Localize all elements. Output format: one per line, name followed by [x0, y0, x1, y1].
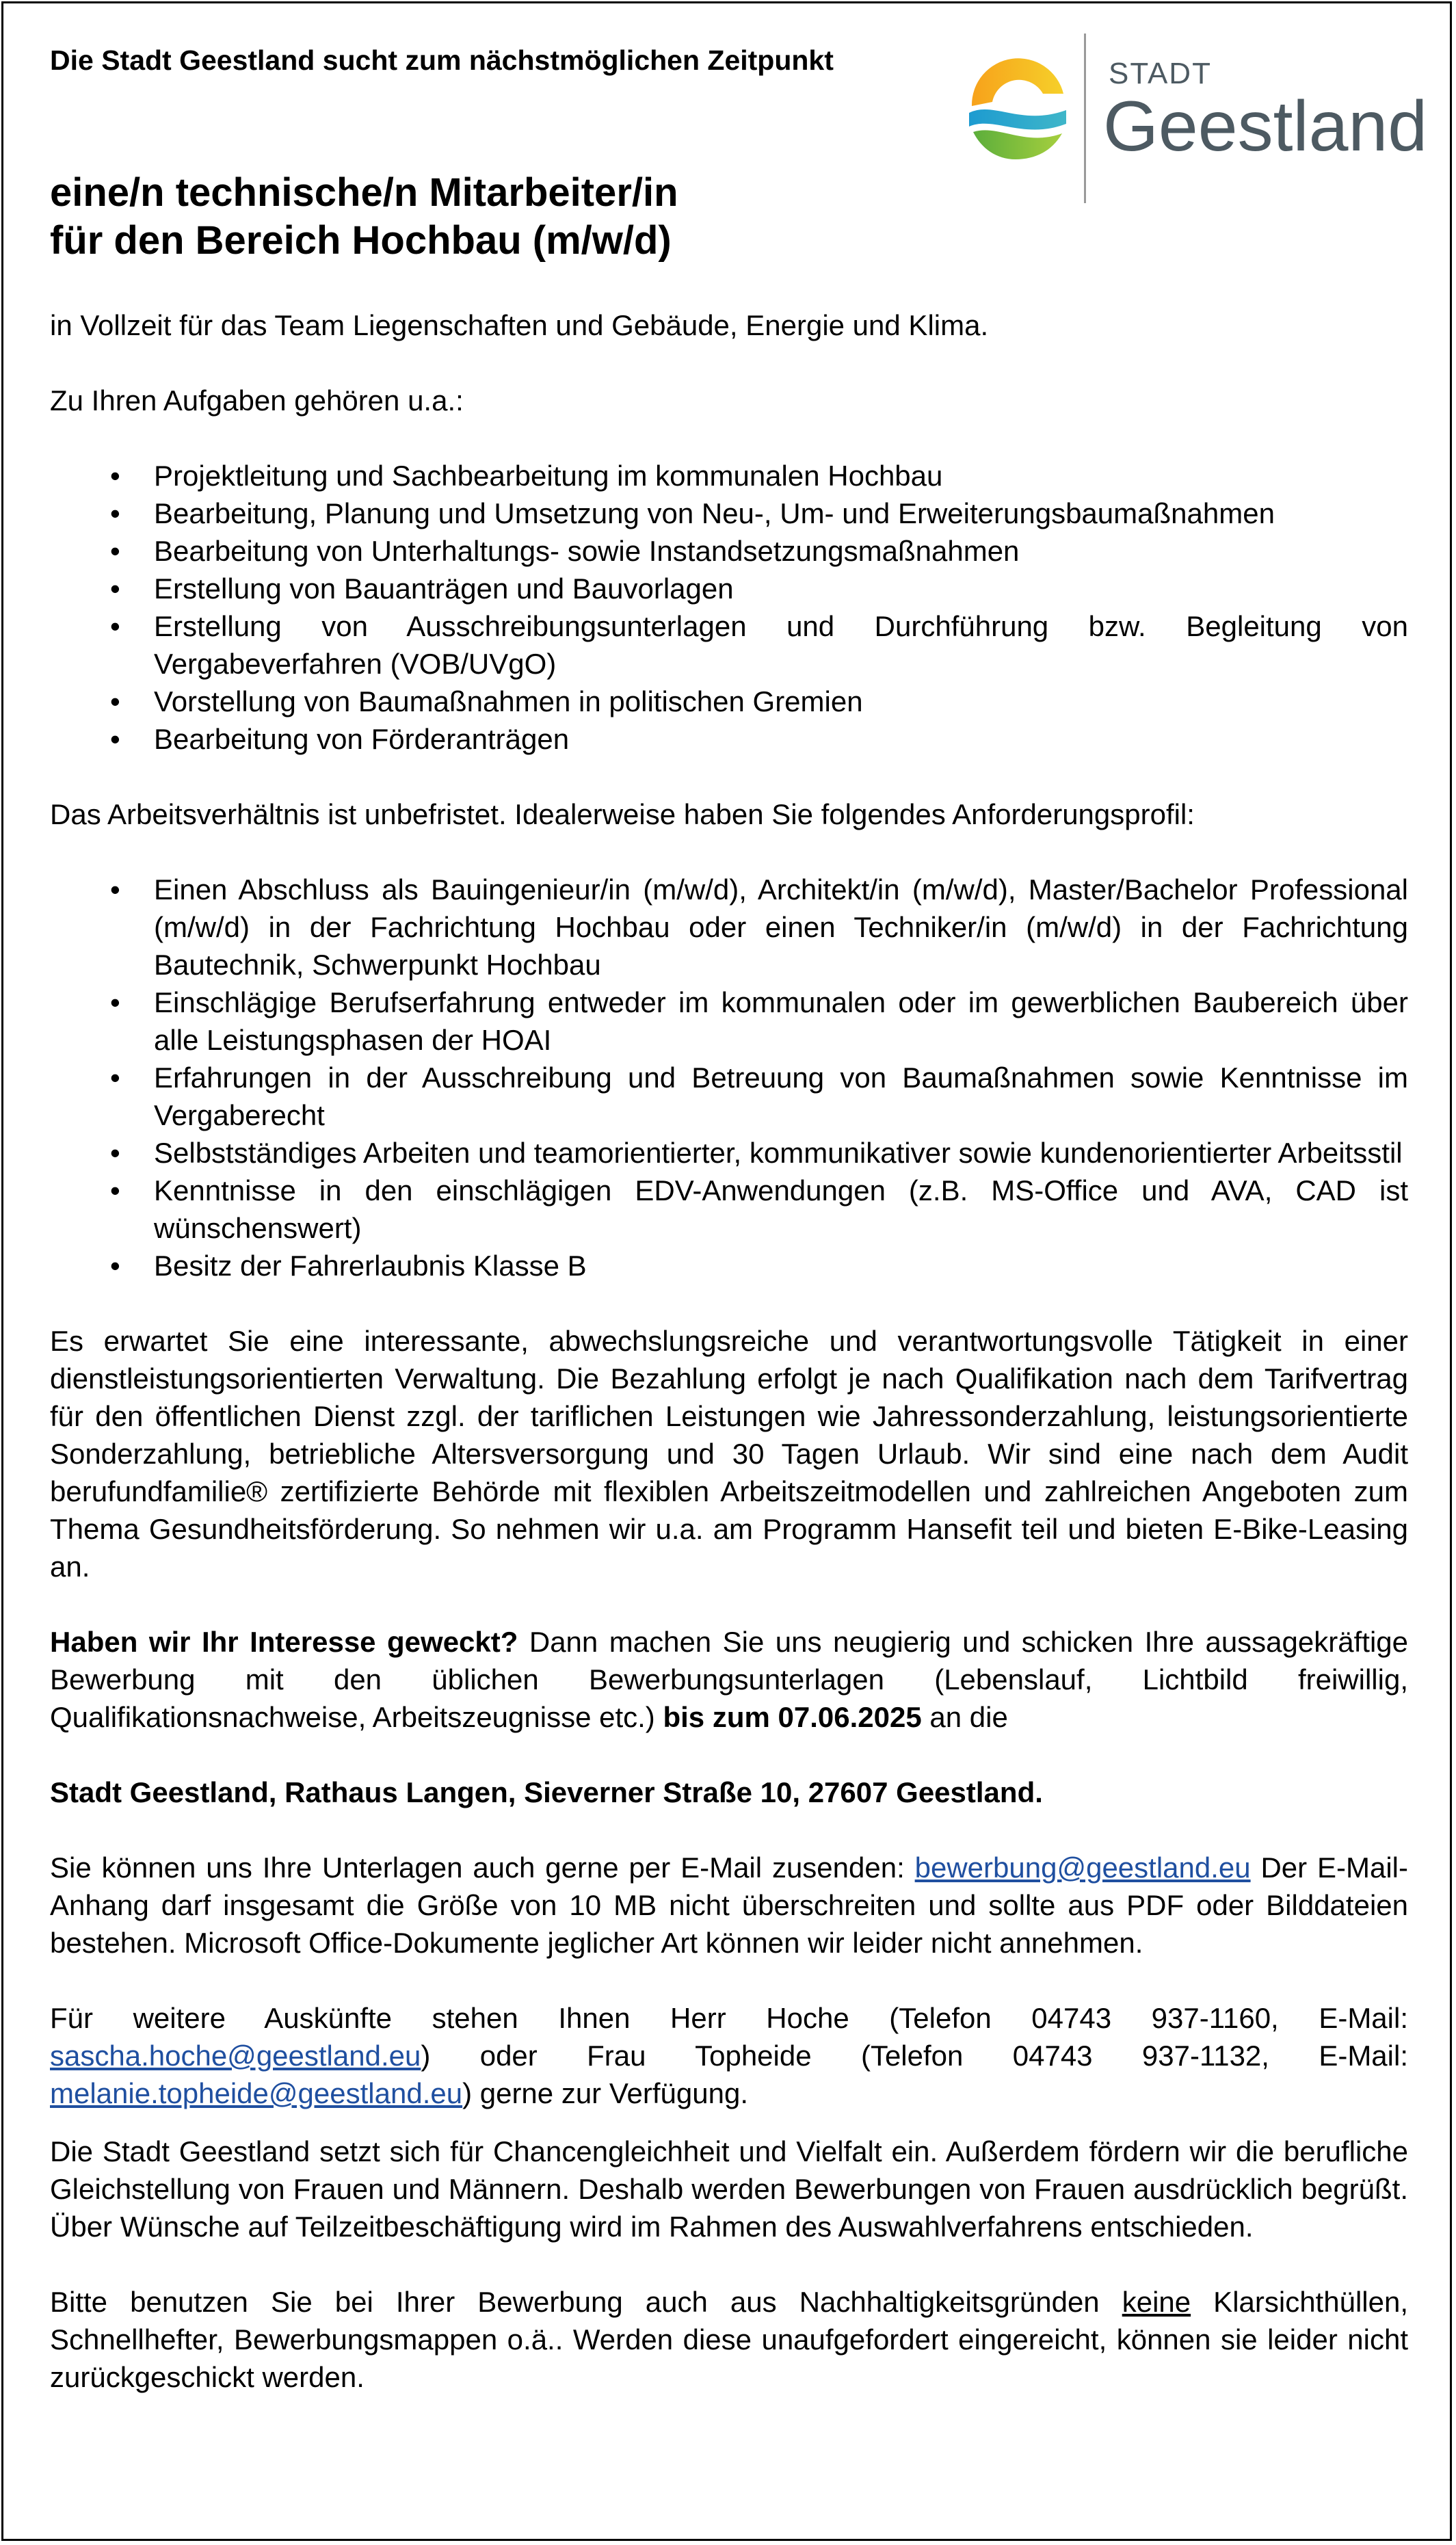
offer-paragraph: Es erwartet Sie eine interessante, abwechslungsreiche und verantwortungsvolle Tätigkeit in einer dienstleistungsorientierten Verwaltung. Die Bezahlung erfolgt je nach Qualifikation nach dem Tarifvertrag für den öffentlichen Dienst zzgl. der tariflichen Leistungen wie Jahressonderzahlung, leistungsorientierte Sonderzahlung, betriebliche Altersversorgung und 30 Tagen Urlaub. Wir sind eine nach dem Audit berufundfamilie® zertifizierte Behörde mit flexiblen Arbeitszeitmodellen und zahlreichen Angeboten zum Thema Gesundheitsförderung. So nehmen wir u.a. am Programm Hansefit teil und bieten E-Bike-Leasing an.: [50, 1325, 1408, 1583]
contact-email-hoche-link[interactable]: sascha.hoche@geestland.eu: [50, 2040, 421, 2072]
email-paragraph: Sie können uns Ihre Unterlagen auch gerne per E-Mail zusenden: bewerbung@geestland.eu Der E-Mail-Anhang darf insgesamt die Größe von 10 MB nicht überschreiten und sollte aus PDF oder Bilddateien bestehen. Microsoft Office-Dokumente jeglicher Art können wir leider nicht annehmen.: [50, 1851, 1409, 1960]
bullet-icon: •: [110, 610, 120, 643]
address-line: Stadt Geestland, Rathaus Langen, Sieverner Straße 10, 27607 Geestland.: [50, 1776, 1043, 1809]
intro-line: Die Stadt Geestland sucht zum nächstmöglichen Zeitpunkt: [50, 44, 834, 76]
apply-deadline: bis zum 07.06.2025: [663, 1701, 922, 1734]
list-item: • Erfahrungen in der Ausschreibung und Betreuung von Baumaßnahmen sowie Kenntnisse im Vergaberecht: [50, 1059, 1408, 1134]
list-item: • Kenntnisse in den einschlägigen EDV-Anwendungen (z.B. MS-Office und AVA, CAD ist wünschenswert): [50, 1172, 1408, 1247]
bullet-icon: •: [110, 1061, 120, 1094]
list-item: • Bearbeitung, Planung und Umsetzung von Neu-, Um- und Erweiterungsbaumaßnahmen: [50, 495, 1408, 532]
contacts-paragraph: Für weitere Auskünfte stehen Ihnen Herr Hoche (Telefon 04743 937-1160, E-Mail: sascha.hoche@geestland.eu) oder Frau Topheide (Telefon 04743 937-1132, E-Mail: melanie.topheide@geestland.eu) gerne zur Verfügung.: [50, 2002, 1408, 2110]
application-email-link[interactable]: bewerbung@geestland.eu: [914, 1851, 1251, 1884]
job-title: [50, 169, 1408, 264]
bullet-icon: •: [110, 723, 120, 756]
apply-question: Haben wir Ihr Interesse geweckt?: [50, 1626, 518, 1659]
bullet-icon: •: [110, 535, 120, 568]
list-item: • Bearbeitung von Unterhaltungs- sowie Instandsetzungsmaßnahmen: [50, 532, 1408, 570]
job-posting-page: [1, 1, 1452, 2541]
closing-paragraph: Bitte benutzen Sie bei Ihrer Bewerbung auch aus Nachhaltigkeitsgründen keine Klarsichthüllen, Schnellhefter, Bewerbungsmappen o.ä.. Werden diese unaufgefordert eingereicht, können sie leider nicht zurückgeschickt werden.: [50, 2286, 1408, 2394]
job-title-line-2: für den Bereich Hochbau (m/w/d): [50, 217, 672, 263]
bullet-icon: •: [110, 1174, 120, 1207]
list-item: • Erstellung von Bauanträgen und Bauvorlagen: [50, 570, 1408, 607]
bullet-icon: •: [110, 460, 120, 492]
list-item: • Selbstständiges Arbeiten und teamorientierter, kommunikativer sowie kundenorientierter Arbeitsstil: [50, 1134, 1408, 1172]
list-item: • Vorstellung von Baumaßnahmen in politischen Gremien: [50, 683, 1408, 720]
keine-underlined: keine: [1122, 2286, 1191, 2319]
posting-content: [50, 31, 1408, 2396]
bullet-icon: •: [110, 986, 120, 1019]
list-item: • Besitz der Fahrerlaubnis Klasse B: [50, 1247, 1408, 1284]
bullet-icon: •: [110, 497, 120, 530]
team-line: in Vollzeit für das Team Liegenschaften und Gebäude, Energie und Klima.: [50, 309, 989, 342]
list-item: • Einschlägige Berufserfahrung entweder im kommunalen oder im gewerblichen Baubereich über alle Leistungsphasen der HOAI: [50, 984, 1408, 1059]
contact-email-topheide-link[interactable]: melanie.topheide@geestland.eu: [50, 2077, 463, 2110]
logo-name-text: Geestland: [1103, 87, 1428, 166]
tasks-intro: Zu Ihren Aufgaben gehören u.a.:: [50, 384, 464, 417]
list-item: • Projektleitung und Sachbearbeitung im kommunalen Hochbau: [50, 457, 1408, 495]
logo-stadt-text: STADT: [1109, 57, 1212, 90]
list-item: • Bearbeitung von Förderanträgen: [50, 720, 1408, 758]
bullet-icon: •: [110, 685, 120, 718]
apply-paragraph: Haben wir Ihr Interesse geweckt? Dann machen Sie uns neugierig und schicken Ihre aussagekräftige Bewerbung mit den üblichen Bewerbungsunterlagen (Lebenslauf, Lichtbild freiwillig, Qualifikationsnachweise, Arbeitszeugnisse etc.) bis zum 07.06.2025 an die: [50, 1626, 1408, 1734]
requirements-list: [50, 871, 1408, 1284]
tasks-list: [50, 457, 1408, 758]
list-item: • Einen Abschluss als Bauingenieur/in (m/w/d), Architekt/in (m/w/d), Master/Bachelor Professional (m/w/d) in der Fachrichtung Hochbau oder einen Techniker/in (m/w/d) in der Fachrichtung Bautechnik, Schwerpunkt Hochbau: [50, 871, 1408, 984]
bullet-icon: •: [110, 1137, 120, 1170]
list-item: • Erstellung von Ausschreibungsunterlagen und Durchführung bzw. Begleitung von Vergabeverfahren (VOB/UVgO): [50, 607, 1408, 683]
equality-paragraph: Die Stadt Geestland setzt sich für Chancengleichheit und Vielfalt ein. Außerdem fördern wir die berufliche Gleichstellung von Frauen und Männern. Deshalb werden Bewerbungen von Frauen ausdrücklich begrüßt. Über Wünsche auf Teilzeitbeschäftigung wird im Rahmen des Auswahlverfahrens entschieden.: [50, 2135, 1408, 2243]
bullet-icon: •: [110, 873, 120, 906]
profile-intro: Das Arbeitsverhältnis ist unbefristet. Idealerweise haben Sie folgendes Anforderungsprofil:: [50, 798, 1195, 831]
job-title-line-1: eine/n technische/n Mitarbeiter/in: [50, 170, 678, 215]
bullet-icon: •: [110, 1250, 120, 1282]
bullet-icon: •: [110, 572, 120, 605]
